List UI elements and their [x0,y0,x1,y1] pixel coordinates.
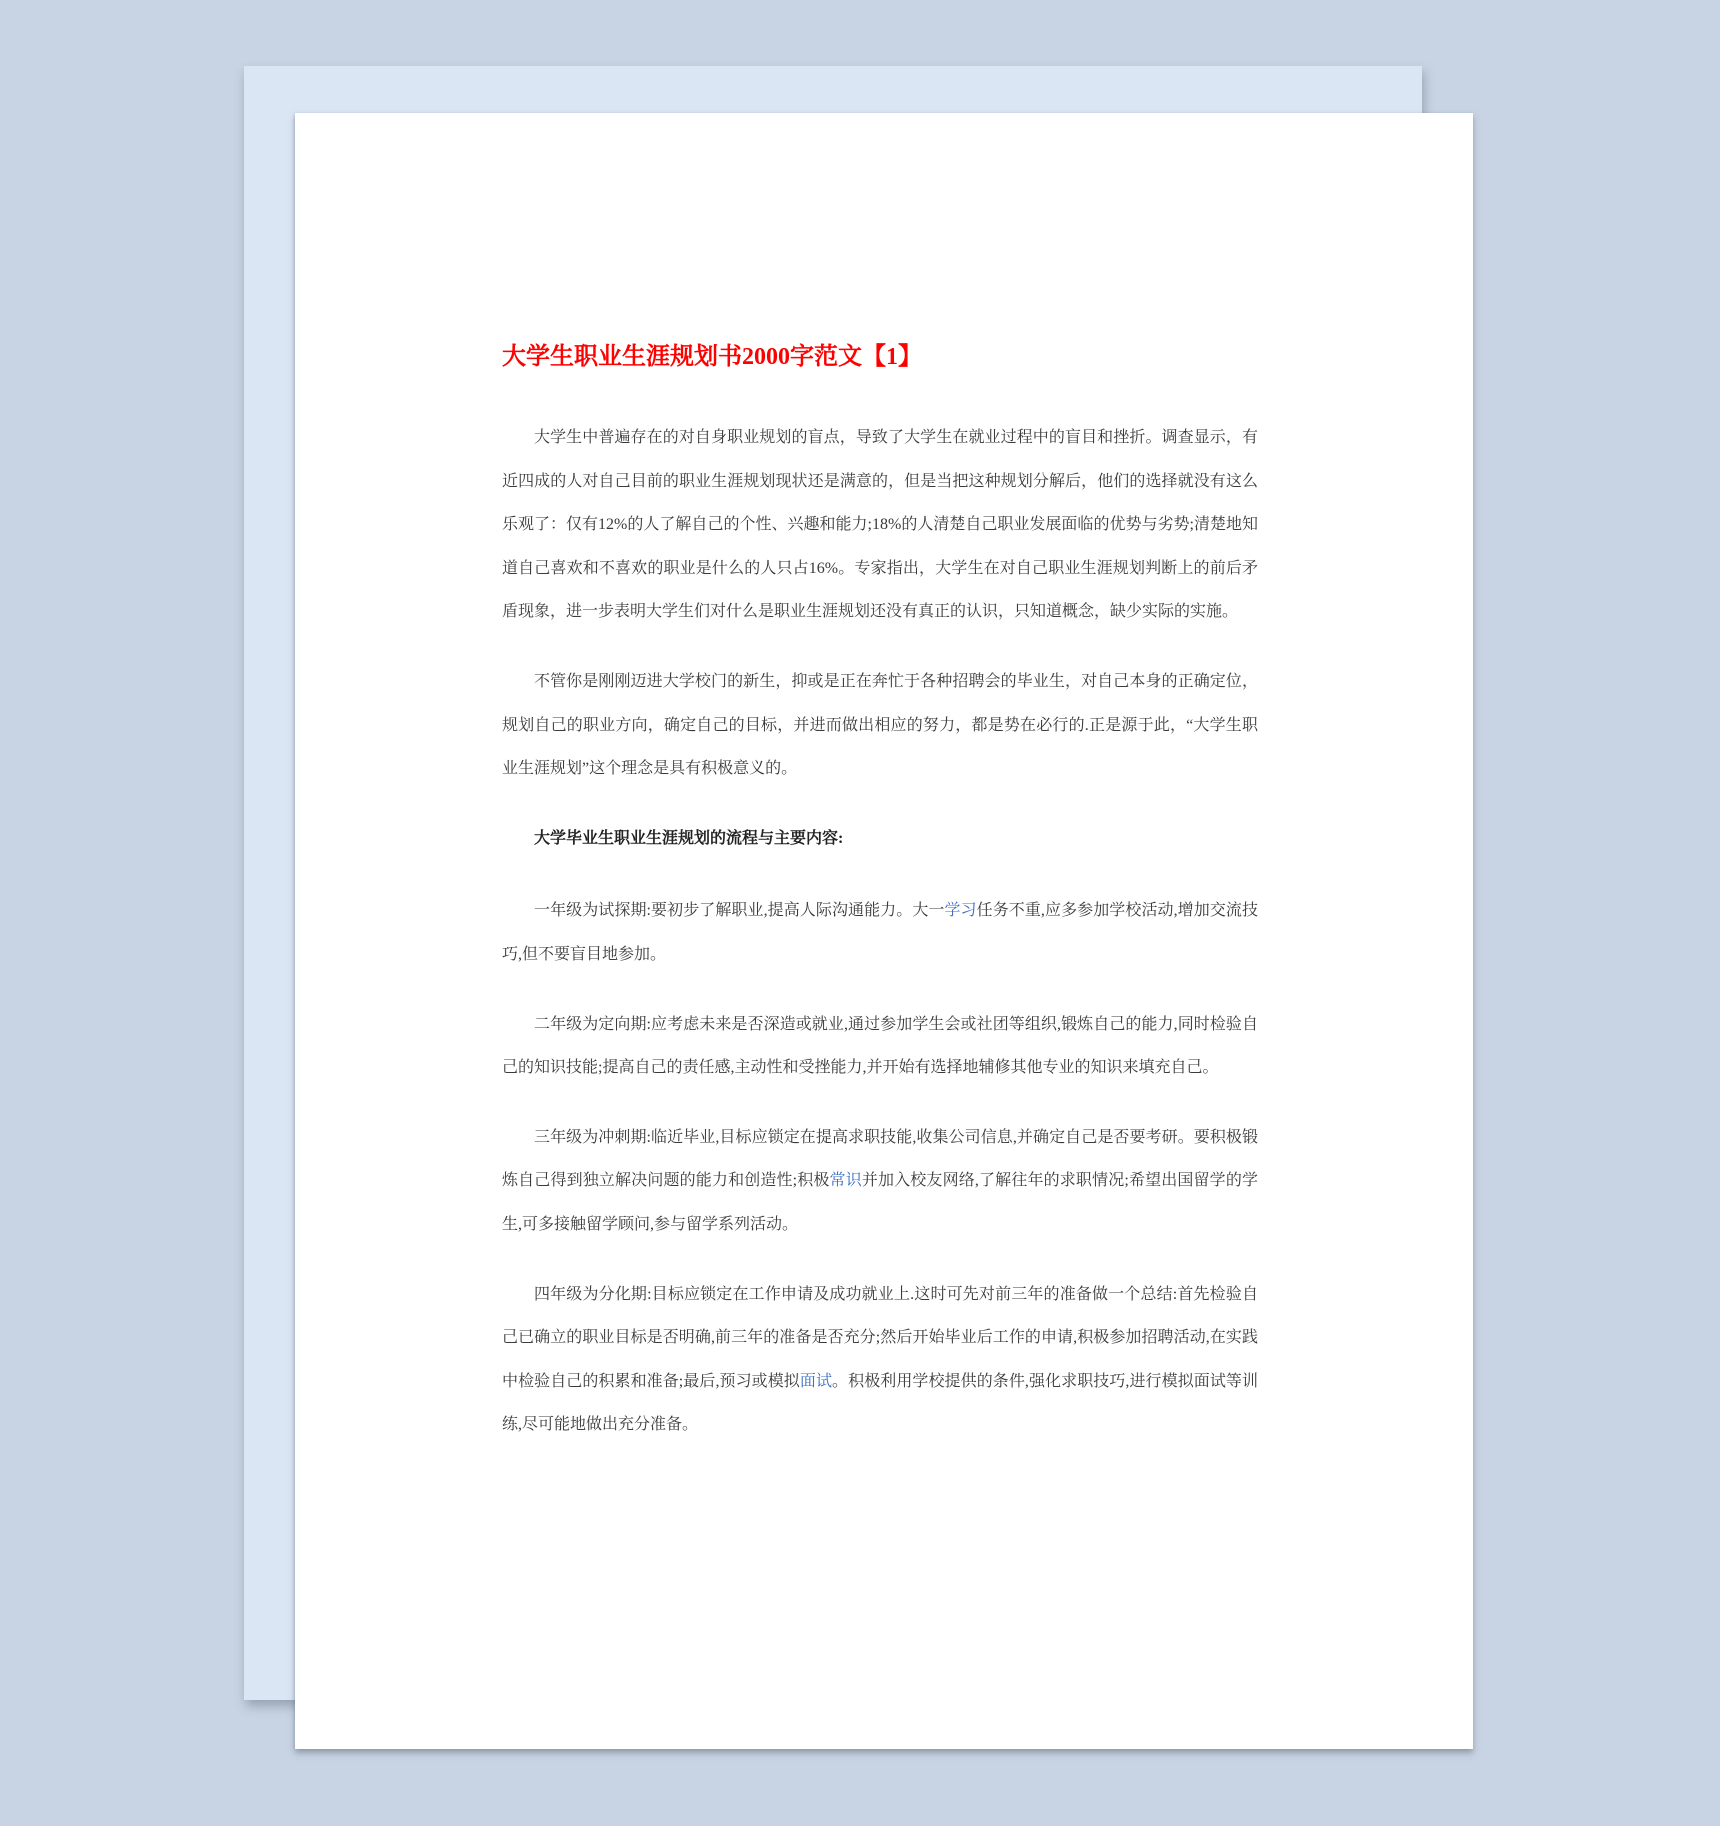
paragraph-text: 并加入校友网络,了解往年的求职情况;希望出国留学的学生,可多接触留学顾问,参与留学系列活动。 [502,1172,1258,1233]
paragraph-intro: 大学生中普遍存在的对自身职业规划的盲点，导致了大学生在就业过程中的盲目和挫折。调查显示，有近四成的人对自己目前的职业生涯规划现状还是满意的，但是当把这种规划分解后，他们的选择就没有这么乐观了：仅有12%的人了解自己的个性、兴趣和能力;18%的人清楚自己职业发展面临的优势与劣势;清楚地知道自己喜欢和不喜欢的职业是什么的人只占16%。专家指出，大学生在对自己职业生涯规划判断上的前后矛盾现象，进一步表明大学生们对什么是职业生涯规划还没有真正的认识，只知道概念，缺少实际的实施。 [502,429,1258,621]
link-study[interactable]: 学习 [944,902,977,920]
paragraph-year-four [502,1273,1258,1447]
paragraph-text: 三年级为冲刺期:临近毕业,目标应锁定在提高求职技能,收集公司信息,并确定自己是否要考研。要积极锻炼自己得到独立解决问题的能力和创造性;积极 [502,1128,1258,1190]
paragraph-year-one [502,889,1258,976]
section-heading: 大学毕业生职业生涯规划的流程与主要内容: [534,829,844,847]
link-interview[interactable]: 面试 [799,1372,833,1390]
link-common-knowledge[interactable]: 常识 [829,1172,862,1190]
paragraph-year-three [502,1116,1258,1247]
paragraph-text: 任务不重,应多参加学校活动,增加交流技巧,但不要盲目地参加。 [502,902,1258,963]
document-content [502,341,1258,1473]
paragraph-text: 一年级为试探期:要初步了解职业,提高人际沟通能力。大一 [534,902,945,920]
paragraph-text: 四年级为分化期:目标应锁定在工作申请及成功就业上.这时可先对前三年的准备做一个总结:首先检验自己已确立的职业目标是否明确,前三年的准备是否充分;然后开始毕业后工作的申请,积极参加招聘活动,在实践中检验自己的积累和准备;最后,预习或模拟 [502,1285,1258,1390]
paragraph-text: 。积极利用学校提供的条件,强化求职技巧,进行模拟面试等训练,尽可能地做出充分准备。 [502,1372,1258,1434]
document-page [295,113,1473,1749]
document-title: 大学生职业生涯规划书2000字范文【1】 [502,344,922,370]
paragraph-positioning: 不管你是刚刚迈进大学校门的新生，抑或是正在奔忙于各种招聘会的毕业生，对自己本身的正确定位，规划自己的职业方向，确定自己的目标，并进而做出相应的努力，都是势在必行的.正是源于此，“大学生职业生涯规划”这个理念是具有积极意义的。 [502,672,1258,778]
paragraph-year-two: 二年级为定向期:应考虑未来是否深造或就业,通过参加学生会或社团等组织,锻炼自己的能力,同时检验自己的知识技能;提高自己的责任感,主动性和受挫能力,并开始有选择地辅修其他专业的知识来填充自己。 [502,1015,1258,1077]
